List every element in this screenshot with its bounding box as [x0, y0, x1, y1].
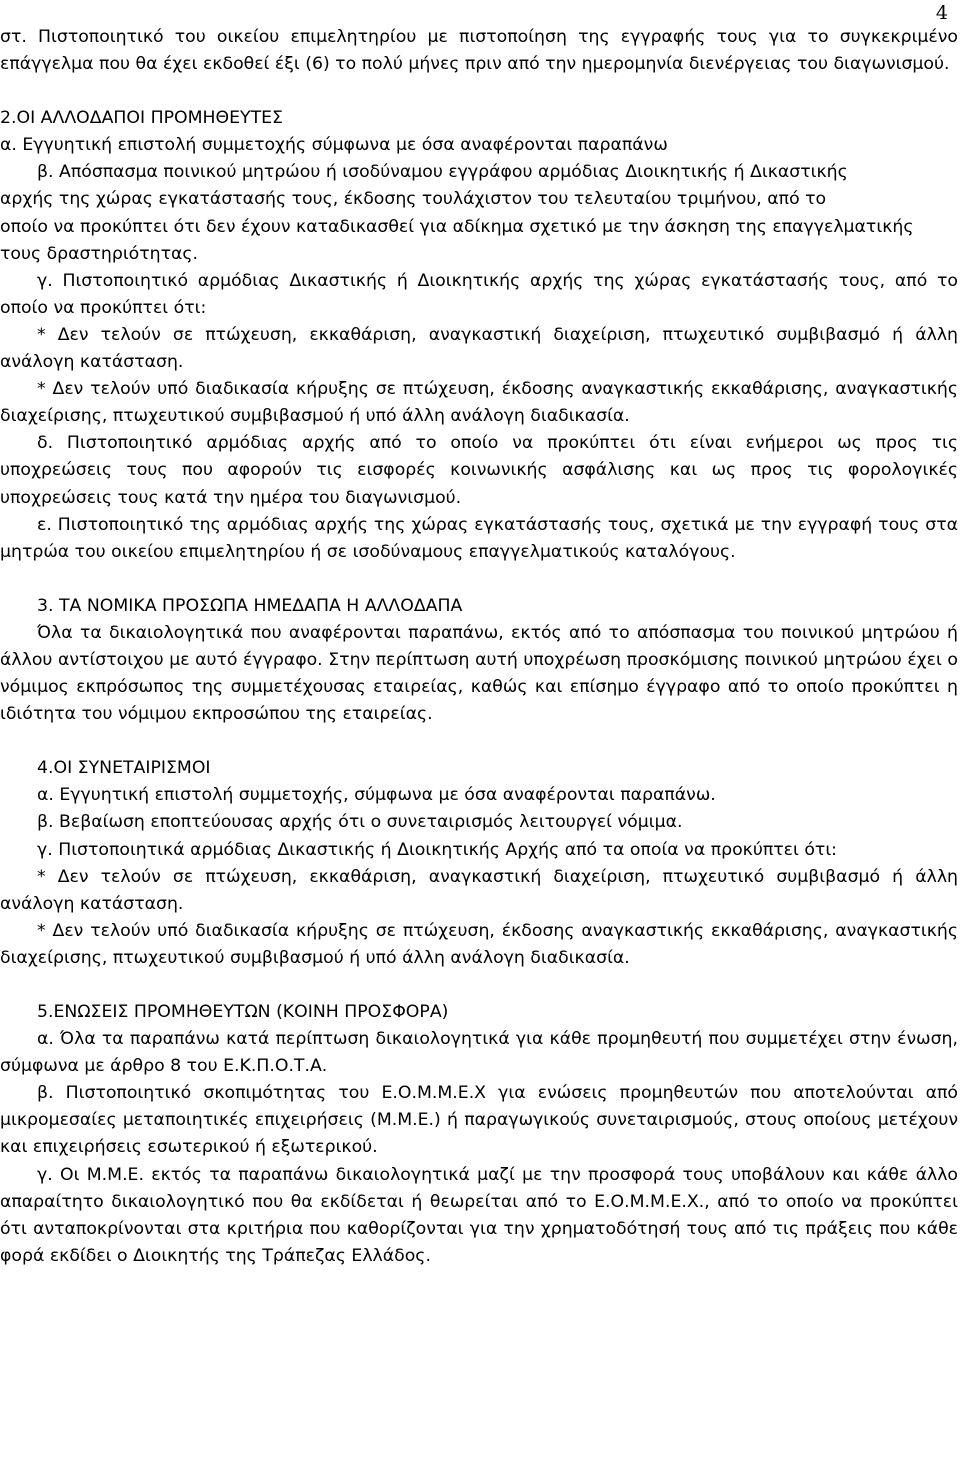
- bullet-text: * Δεν τελούν υπό διαδικασία κήρυξης σε πτώχευση, έκδοσης αναγκαστικής εκκαθάρισης, αναγκαστικής διαχείρισης, πτωχευτικού συμβιβασμού ή υπό άλλη ανάλογη διαδικασία.: [0, 920, 958, 968]
- bullet-text: * Δεν τελούν σε πτώχευση, εκκαθάριση, αναγκαστική διαχείριση, πτωχευτικό συμβιβασμό ή άλλη ανάλογη κατάσταση.: [0, 866, 958, 914]
- spacer: [0, 728, 958, 755]
- heading-foreign-suppliers: 2.ΟΙ ΑΛΛΟΔΑΠΟΙ ΠΡΟΜΗΘΕΥΤΕΣ: [0, 108, 283, 129]
- bullet-text: * Δεν τελούν υπό διαδικασία κήρυξης σε πτώχευση, έκδοσης αναγκαστικής εκκαθάρισης, αναγκαστικής διαχείρισης, πτωχευτικού συμβιβασμού ή υπό άλλη ανάλογη διαδικασία.: [0, 379, 958, 427]
- document-body: [0, 24, 958, 1270]
- item-2e-registry: [0, 512, 958, 566]
- item-2a-guarantee-letter: α. Εγγυητική επιστολή συμμετοχής σύμφωνα με όσα αναφέρονται παραπάνω: [0, 135, 668, 156]
- spacer: [0, 972, 958, 999]
- item-4a-guarantee-letter: α. Εγγυητική επιστολή συμμετοχής, σύμφωνα με όσα αναφέρονται παραπάνω.: [37, 785, 716, 806]
- heading-legal-entities: 3. ΤΑ ΝΟΜΙΚΑ ΠΡΟΣΩΠΑ ΗΜΕΔΑΠΑ Η ΑΛΛΟΔΑΠΑ: [37, 595, 463, 616]
- spacer: [0, 566, 958, 593]
- item-2d-social-security: [0, 430, 958, 511]
- paragraph-legal-entities: [0, 620, 958, 728]
- item-5c-sme-documents: [0, 1162, 958, 1270]
- item-text: γ. Οι Μ.Μ.Ε. εκτός τα παραπάνω δικαιολογητικά μαζί με την προσφορά τους υποβάλουν και κάθε άλλο απαραίτητο δικαιολογητικό που θα εκδίδεται ή θεωρείται από το Ε.Ο.Μ.Μ.Ε.Χ., από το οποίο να προκύπτει ότι ανταποκρίνονται στα κριτήρια που καθορίζονται για την χρηματοδότησή τους από τις πράξεις που κάθε φορά εκδίδει ο Διοικητής της Τράπεζας Ελλάδος.: [0, 1164, 958, 1266]
- item-text: δ. Πιστοποιητικό αρμόδιας αρχής από το οποίο να προκύπτει ότι είναι ενήμεροι ως προς τις υποχρεώσεις τους που αφορούν τις εισφορές κοινωνικής ασφάλισης και ως προς τις φορολογικές υποχρεώσεις τους κατά την ημέρα του διαγωνισμού.: [0, 433, 958, 508]
- item-2b-criminal-record: β. Απόσπασμα ποινικού μητρώου ή ισοδύναμου εγγράφου αρμόδιας Διοικητικής ή Δικαστικής: [37, 162, 848, 183]
- item-2c-bullet-bankruptcy: [0, 322, 958, 376]
- item-5b-expediency-certificate: [0, 1080, 958, 1161]
- page-number: 4: [935, 2, 948, 24]
- heading-cooperatives: 4.ΟΙ ΣΥΝΕΤΑΙΡΙΣΜΟΙ: [37, 758, 211, 779]
- item-text: γ. Πιστοποιητικά αρμόδιας Δικαστικής ή Διοικητικής Αρχής από τα οποία να προκύπτει ότι:: [37, 839, 837, 860]
- paragraph-text: Όλα τα δικαιολογητικά που αναφέρονται παραπάνω, εκτός από το απόσπασμα του ποινικού μητρώου ή άλλου αντίστοιχου με αυτό έγγραφο. Στην περίπτωση αυτή υποχρέωση προσκόμισης ποινικού μητρώου έχει ο νόμιμος εκπρόσωπος της συμμετέχουσας εταιρείας, καθώς και επίσημο έγγραφο από το οποίο προκύπτει η ιδιότητα του νόμιμου εκπροσώπου της εταιρείας.: [0, 622, 958, 725]
- item-2c-certificate: [0, 268, 958, 322]
- item-4c-bullet-bankruptcy: [0, 864, 958, 918]
- item-text: ε. Πιστοποιητικό της αρμόδιας αρχής της χώρας εγκατάστασής τους, σχετικά με την εγγραφή τους στα μητρώα του οικείου επιμελητηρίου ή σε ισοδύναμους επαγγελματικούς καταλόγους.: [0, 514, 958, 562]
- item-5a-all-documents: [0, 1026, 958, 1080]
- item-4c-certificates: [0, 837, 958, 864]
- spacer: [0, 78, 958, 105]
- item-2c-text: γ. Πιστοποιητικό αρμόδιας Δικαστικής ή Διοικητικής αρχής της χώρας εγκατάστασής τους, από το οποίο να προκύπτει ότι:: [0, 270, 958, 318]
- heading-supplier-unions: 5.ΕΝΩΣΕΙΣ ΠΡΟΜΗΘΕΥΤΩΝ (ΚΟΙΝΗ ΠΡΟΣΦΟΡΑ): [37, 1002, 449, 1022]
- item-4c-bullet-proceedings: [0, 918, 958, 972]
- item-text: α. Όλα τα παραπάνω κατά περίπτωση δικαιολογητικά για κάθε προμηθευτή που συμμετέχει στην ένωση, σύμφωνα με άρθρο 8 του Ε.Κ.Π.Ο.Τ.Α.: [0, 1029, 958, 1077]
- item-4b-supervisory-confirmation: β. Βεβαίωση εποπτεύουσας αρχής ότι ο συνεταιρισμός λειτουργεί νόμιμα.: [37, 812, 683, 833]
- paragraph-certificate-chamber: στ. Πιστοποιητικό του οικείου επιμελητηρίου με πιστοποίηση της εγγραφής τους για το συγκεκριμένο επάγγελμα που θα έχει εκδοθεί έξι (6) το πολύ μήνες πριν από την ημερομηνία διενέργειας του διαγωνισμού.: [0, 27, 958, 75]
- item-2c-bullet-proceedings: [0, 376, 958, 430]
- item-text: β. Πιστοποιητικό σκοπιμότητας του Ε.Ο.Μ.Μ.Ε.Χ για ενώσεις προμηθευτών που αποτελούνται από μικρομεσαίες μεταποιητικές επιχειρήσεις (Μ.Μ.Ε.) ή παραγωγικούς συνεταιρισμούς, στους οποίους μετέχουν και επιχειρήσεις εσωτερικού ή εξωτερικού.: [0, 1083, 958, 1158]
- item-2b-continued-2: οποίο να προκύπτει ότι δεν έχουν καταδικασθεί για αδίκημα σχετικό με την άσκηση της επαγγελματικής τους δραστηριότητας.: [0, 216, 914, 264]
- item-2b-continued-1: αρχής της χώρας εγκατάστασής τους, έκδοσης τουλάχιστον του τελευταίου τριμήνου, από το: [0, 189, 827, 210]
- bullet-text: * Δεν τελούν σε πτώχευση, εκκαθάριση, αναγκαστική διαχείριση, πτωχευτικό συμβιβασμό ή άλλη ανάλογη κατάσταση.: [0, 324, 958, 373]
